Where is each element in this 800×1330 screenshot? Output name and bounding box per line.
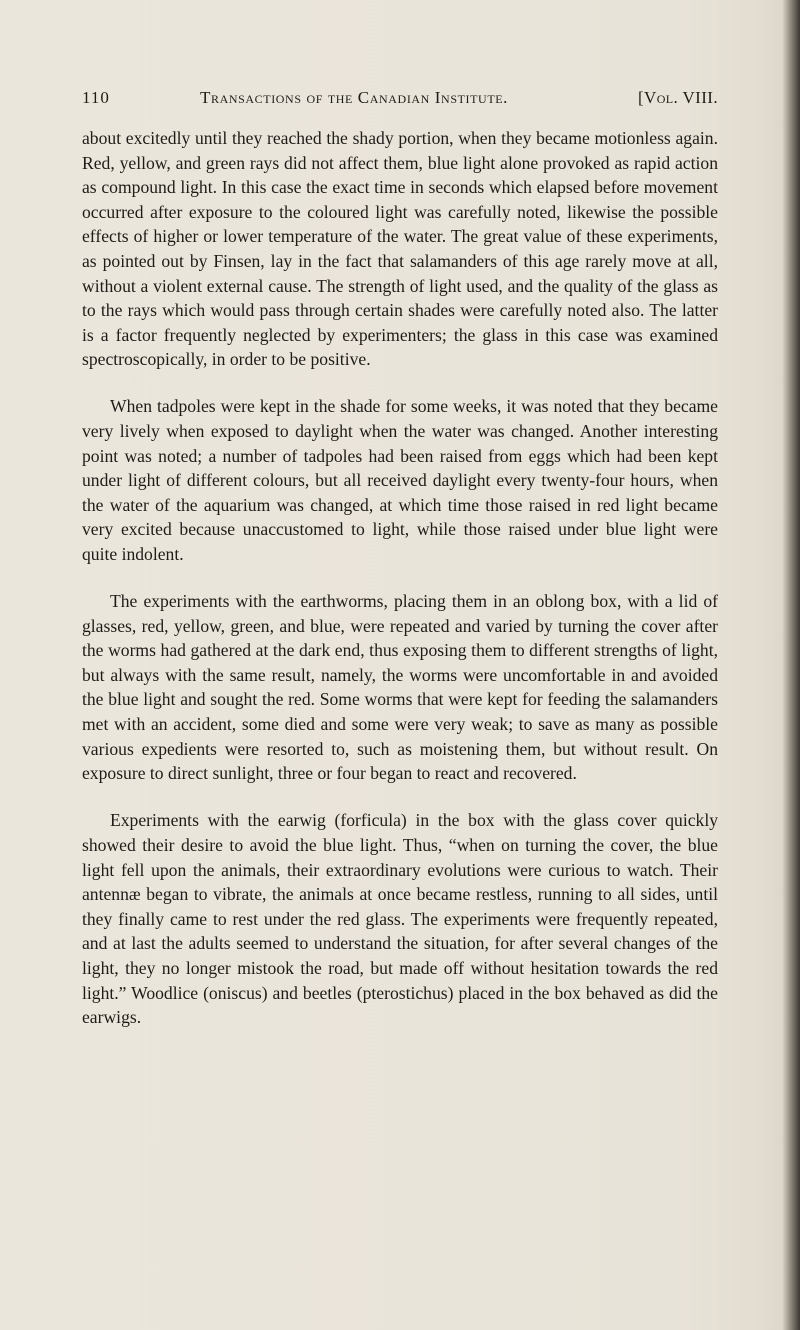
paragraph-earwig: Experiments with the earwig (forficula) in the box with the glass cover quickly showed their desire to avoid the blue light. Thus, “when on turning the cover, the blue light fell upon the animals, their extraordinary evolutions were curious to watch. Their antennæ began to vibrate, the animals at once became restless, running to all sides, until they finally came to rest under the red glass. The experiments were frequently repeated, and at last the adults seemed to understand the situation, for after several changes of the light, they no longer mistook the road, but made off without hesitation towards the red light.” Woodlice (oniscus) and beetles (pterostichus) placed in the box behaved as did the earwigs. xyxy=(82,810,718,1028)
body-text xyxy=(82,126,718,1052)
running-header xyxy=(82,88,718,112)
running-title: Transactions of the Canadian Institute. xyxy=(200,88,509,107)
binding-shadow xyxy=(782,0,800,1330)
volume-label: [Vol. VIII. xyxy=(637,88,718,107)
paragraph-earthworms: The experiments with the earthworms, placing them in an oblong box, with a lid of glasses, red, yellow, green, and blue, were repeated and varied by turning the cover after the worms had gathered at the dark end, thus exposing them to different strengths of light, but always with the same result, namely, the worms were uncomfortable in and avoided the blue light and sought the red. Some worms that were kept for feeding the salamanders met with an accident, some died and some were very weak; to save as many as possible various expedients were resorted to, such as moistening them, but without result. On exposure to direct sunlight, three or four began to react and recovered. xyxy=(82,591,718,784)
paragraph-continued: about excitedly until they reached the shady portion, when they became motionless again. Red, yellow, and green rays did not affect them, blue light alone provoked as rapid action as compound light. In this case the exact time in seconds which elapsed before movement occurred after exposure to the coloured light was carefully noted, likewise the possible effects of higher or lower temperature of the water. The great value of these experiments, as pointed out by Finsen, lay in the fact that salamanders of this age rarely move at all, without a violent external cause. The strength of light used, and the quality of the glass as to the rays which would pass through certain shades were carefully noted also. The latter is a factor frequently neglected by experimenters; the glass in this case was examined spectroscopically, in order to be positive. xyxy=(82,128,718,370)
paragraph-tadpoles: When tadpoles were kept in the shade for some weeks, it was noted that they became very lively when exposed to daylight when the water was changed. Another interesting point was noted; a number of tadpoles had been raised from eggs which had been kept under light of different colours, but all received daylight every twenty-four hours, when the water of the aquarium was changed, at which time those raised in red light became very excited because unaccustomed to light, while those raised under blue light were quite indolent. xyxy=(82,396,718,564)
page-number: 110 xyxy=(82,88,110,107)
